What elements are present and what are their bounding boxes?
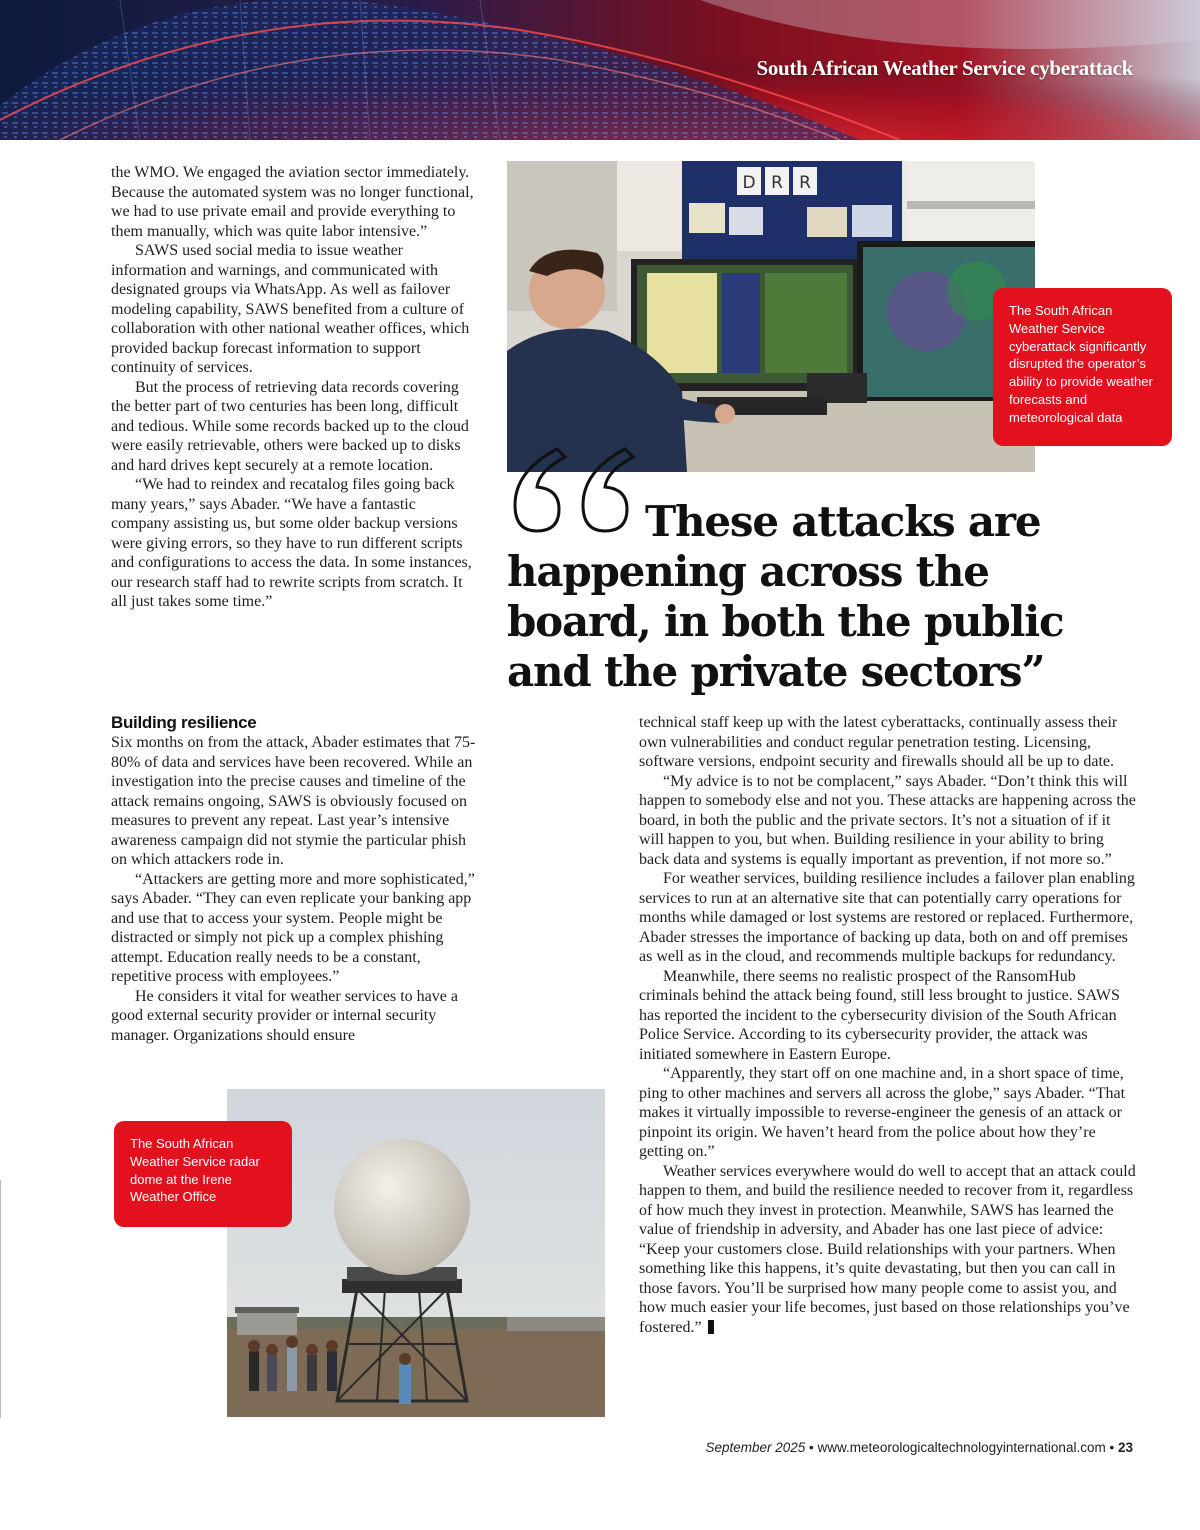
paragraph: But the process of retrieving data records covering the better part of two centuries has been long, difficult and tedious. While some records backed up to the cloud were easily retrievable, others were backed up to disks and hard drives kept securely at a remote location. bbox=[111, 378, 469, 474]
article-column-left-bottom bbox=[111, 713, 477, 1045]
forecaster-office-photo bbox=[507, 161, 1035, 472]
separator: • bbox=[1109, 1440, 1115, 1455]
margin-rule bbox=[0, 1180, 1, 1418]
paragraph: “My advice is to not be complacent,” says Abader. “Don’t think this will happen to somebody else and not you. These attacks are happening across the board, in both the public and the private sectors. It’s not a situation of if it will happen to you, but when. Building resilience in your ability to bring back data and systems is equally important as prevention, if not more so.” bbox=[639, 772, 1136, 868]
page-number: 23 bbox=[1117, 1440, 1133, 1455]
svg-text:R: R bbox=[771, 173, 783, 193]
header-banner bbox=[0, 0, 1200, 140]
issue-date: September 2025 bbox=[705, 1440, 806, 1455]
separator: • bbox=[809, 1440, 814, 1455]
paragraph-text: Weather services everywhere would do well to accept that an attack could happen to them, and build the resilience needed to recover from it, regardless of how much they invest in protection. Meanwhile, SAWS has learned the value of friendship in adversity, and Abader has one last piece of advice: “Keep your customers close. Build relationships with your partners. When something like this happens, it’s quite devastating, but then you can call in those favors. You’ll be surprised how many people come to assist you, and how much easier your life becomes, just based on those relationships you’ve fostered.” bbox=[639, 1162, 1136, 1336]
photo-caption-radar: The South African Weather Service radar dome at the Irene Weather Office bbox=[114, 1121, 292, 1227]
photo-caption-office: The South African Weather Service cyberattack significantly disrupted the operator’s ability to provide weather forecasts and meteorological data bbox=[993, 288, 1172, 446]
subheading: Building resilience bbox=[111, 713, 257, 732]
paragraph: SAWS used social media to issue weather information and warnings, and communicated with designated groups via WhatsApp. As well as failover modeling capability, SAWS benefited from a culture of collaboration with other national weather offices, which provided backup forecast information to support continuity of services. bbox=[111, 242, 470, 376]
paragraph: Meanwhile, there seems no realistic prospect of the RansomHub criminals behind the attack being found, still less brought to justice. SAWS has reported the incident to the cybersecurity division of the South African Police Service. According to its cybersecurity provider, the attack was initiated somewhere in Eastern Europe. bbox=[639, 967, 1120, 1063]
article-column-left-top bbox=[111, 163, 477, 612]
paragraph: technical staff keep up with the latest cyberattacks, continually assess their own vulnerabilities and conduct regular penetration testing. Licensing, software versions, endpoint security and firewalls should all be up to date. bbox=[639, 714, 1118, 770]
paragraph bbox=[639, 1162, 1137, 1338]
paragraph: “Attackers are getting more and more sophisticated,” says Abader. “They can even replicate your banking app and use that to access your system. People might be distracted or simply not pick up a complex phishing attempt. Education really needs to be a constant, repetitive process with employees.” bbox=[111, 870, 475, 985]
svg-text:D: D bbox=[742, 173, 756, 193]
paragraph: “Apparently, they start off on one machine and, in a short space of time, ping to other machines and servers all across the globe,” says Abader. “That makes it virtually impossible to reverse-engineer the genesis of an attack or pinpoint its origin. We haven’t heard from the police about how they’re getting on.” bbox=[639, 1065, 1126, 1160]
paragraph: Six months on from the attack, Abader estimates that 75-80% of data and services have been recovered. While an investigation into the precise causes and timeline of the attack remains ongoing, SAWS is obviously focused on measures to prevent any repeat. Last year’s intensive awareness campaign did not stymie the particular phish on which attackers rode in. bbox=[111, 734, 476, 868]
svg-text:R: R bbox=[799, 173, 811, 193]
website-link[interactable]: www.meteorologicaltechnologyinternational.com bbox=[817, 1440, 1106, 1455]
page-footer bbox=[705, 1440, 1133, 1455]
paragraph: For weather services, building resilience includes a failover plan enabling services to run at an alternative site that can potentially carry operations for months while damaged or lost systems are restored or replaced. Furthermore, Abader stresses the importance of backing up data, both on and off premises as well as in the cloud, and recommends multiple backups for redundancy. bbox=[639, 870, 1135, 965]
paragraph: the WMO. We engaged the aviation sector immediately. Because the automated system was no longer functional, we had to use private email and provide everything to them manually, which was quite labor intensive.” bbox=[111, 164, 474, 240]
article-column-right bbox=[639, 713, 1137, 1337]
pull-quote: These attacks are happening across the board, in both the public and the private sectors” bbox=[507, 497, 1064, 696]
paragraph: He considers it vital for weather services to have a good external security provider or internal security manager. Organizations should ensure bbox=[111, 987, 458, 1044]
paragraph: “We had to reindex and recatalog files going back many years,” says Abader. “We have a fantastic company assisting us, but some older backup versions were giving errors, so they have to run different scripts and configurations to access the data. In some instances, our research staff had to rewrite scripts from scratch. It all just takes some time.” bbox=[111, 476, 472, 610]
end-mark-icon bbox=[708, 1320, 714, 1334]
section-title: South African Weather Service cyberattack bbox=[756, 56, 1133, 80]
